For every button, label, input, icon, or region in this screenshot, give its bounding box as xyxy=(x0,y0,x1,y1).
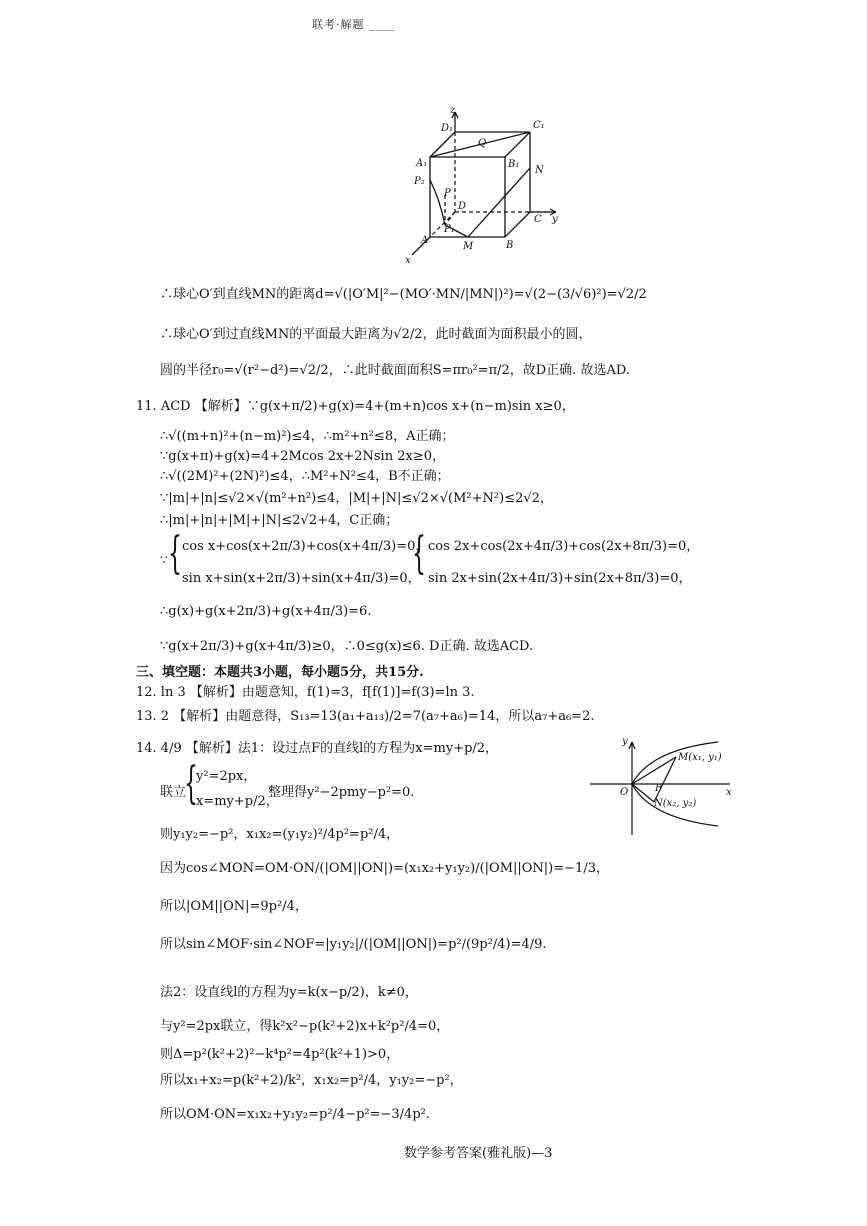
cube-label: A xyxy=(421,235,429,246)
text-line: cos 2x+cos(2x+4π/3)+cos(2x+8π/3)=0， xyxy=(428,539,700,554)
cube-label: A₁ xyxy=(416,158,428,169)
text-line: ∴球心O′到直线MN的距离d=√(|O′M|²−(MO′·MN/|MN|)²)=√(2−(3/√6)²)=√2/2 xyxy=(160,287,647,302)
cube-label: B₁ xyxy=(508,159,520,170)
text-line: ∴√((2M)²+(2N)²)≤4，∴M²+N²≤4，B不正确； xyxy=(160,469,450,484)
cube-label: D xyxy=(458,201,467,212)
text-line: y²=2px， xyxy=(196,769,257,784)
left-brace: { xyxy=(184,758,198,809)
because-symbol: ∵ xyxy=(160,553,168,567)
parabola-label: F xyxy=(655,783,662,794)
text-line: ∴球心O′到过直线MN的平面最大距离为√2/2，此时截面为面积最小的圆， xyxy=(160,327,592,342)
cube-label: z xyxy=(450,105,456,116)
text-line: 所以sin∠MOF·sin∠NOF=|y₁y₂|/(|OM||ON|)=p²/(9p²/4)=4/9. xyxy=(160,937,547,952)
text-line: 联立 xyxy=(160,785,187,800)
text-line: 所以x₁+x₂=p(k²+2)/k²，x₁x₂=p²/4，y₁y₂=−p²， xyxy=(160,1073,463,1088)
text-line: 11. ACD 【解析】∵g(x+π/2)+g(x)=4+(m+n)cos x+(n−m)sin x≥0， xyxy=(136,399,575,414)
left-brace: { xyxy=(412,528,426,579)
cube-label: y xyxy=(552,214,558,225)
text-line: 与y²=2px联立，得k²x²−p(k²+2)x+k²p²/4=0， xyxy=(160,1019,450,1034)
cube-label: P₁ xyxy=(444,224,455,235)
cube-label: B xyxy=(506,240,514,251)
text-line: ∴√((m+n)²+(n−m)²)≤4，∴m²+n²≤8，A正确； xyxy=(160,429,455,444)
text-line: 12. ln 3 【解析】由题意知，f(1)=3，f[f(1)]=f(3)=ln 3. xyxy=(136,685,475,700)
text-line: x=my+p/2， xyxy=(196,794,279,809)
text-line: 14. 4/9 【解析】法1：设过点F的直线l的方程为x=my+p/2， xyxy=(136,741,499,756)
text-line: 圆的半径r₀=√(r²−d²)=√2/2，∴此时截面面积S=πr₀²=π/2，故D正确. 故选AD. xyxy=(160,363,630,378)
cube-label: P₂ xyxy=(414,176,425,187)
cube-label: P xyxy=(444,188,451,199)
page-header: 联考·解题 ____ xyxy=(312,18,395,31)
cube-label: C₁ xyxy=(533,120,545,131)
parabola-label: y xyxy=(622,736,628,747)
left-brace: { xyxy=(168,528,182,579)
section-heading: 三、填空题：本题共3小题，每小题5分，共15分. xyxy=(136,665,424,680)
cube-label: x xyxy=(405,255,411,266)
text-line: 因为cos∠MON=OM·ON/(|OM||ON|)=(x₁x₂+y₁y₂)/(|OM||ON|)=−1/3， xyxy=(160,861,609,876)
cube-figure xyxy=(0,0,867,270)
cube-label: Q xyxy=(478,138,487,149)
text-line: ∴|m|+|n|+|M|+|N|≤2√2+4，C正确； xyxy=(160,513,399,528)
parabola-label: M(x₁, y₁) xyxy=(678,752,722,763)
text-line: 所以OM·ON=x₁x₂+y₁y₂=p²/4−p²=−3/4p². xyxy=(160,1107,430,1122)
text-line: 所以|OM||ON|=9p²/4， xyxy=(160,899,308,914)
cube-label: M xyxy=(463,241,474,252)
cube-label: N xyxy=(535,165,544,176)
cube-label: C xyxy=(534,214,542,225)
text-line: 则Δ=p²(k²+2)²−k⁴p²=4p²(k²+1)>0， xyxy=(160,1047,400,1062)
parabola-label: O xyxy=(620,787,629,798)
text-line: 则y₁y₂=−p²，x₁x₂=(y₁y₂)²/4p²=p²/4， xyxy=(160,827,400,842)
page-footer: 数学参考答案(雅礼版)—3 xyxy=(404,1146,553,1161)
text-line: ∴g(x)+g(x+2π/3)+g(x+4π/3)=6. xyxy=(160,604,372,619)
text-line: sin 2x+sin(2x+4π/3)+sin(2x+8π/3)=0， xyxy=(428,571,692,586)
cube-label: D₁ xyxy=(441,123,454,134)
parabola-label: x xyxy=(726,787,732,798)
text-line: ∵g(x+π)+g(x)=4+2Mcos 2x+2Nsin 2x≥0， xyxy=(160,449,445,464)
text-line: ∵g(x+2π/3)+g(x+4π/3)≥0，∴0≤g(x)≤6. D正确. 故选ACD. xyxy=(160,639,534,654)
parabola-label: N(x₂, y₂) xyxy=(654,798,697,809)
text-line: 法2：设直线l的方程为y=k(x−p/2)，k≠0， xyxy=(160,985,418,1000)
text-line: cos x+cos(x+2π/3)+cos(x+4π/3)=0， xyxy=(182,539,429,554)
text-line: sin x+sin(x+2π/3)+sin(x+4π/3)=0， xyxy=(182,571,421,586)
text-line: ∵|m|+|n|≤√2×√(m²+n²)≤4，|M|+|N|≤√2×√(M²+N²)≤2√2， xyxy=(160,491,553,506)
text-line: 13. 2 【解析】由题意得，S₁₃=13(a₁+a₁₃)/2=7(a₇+a₆)=14，所以a₇+a₆=2. xyxy=(136,709,595,724)
text-line: 整理得y²−2pmy−p²=0. xyxy=(268,785,415,800)
